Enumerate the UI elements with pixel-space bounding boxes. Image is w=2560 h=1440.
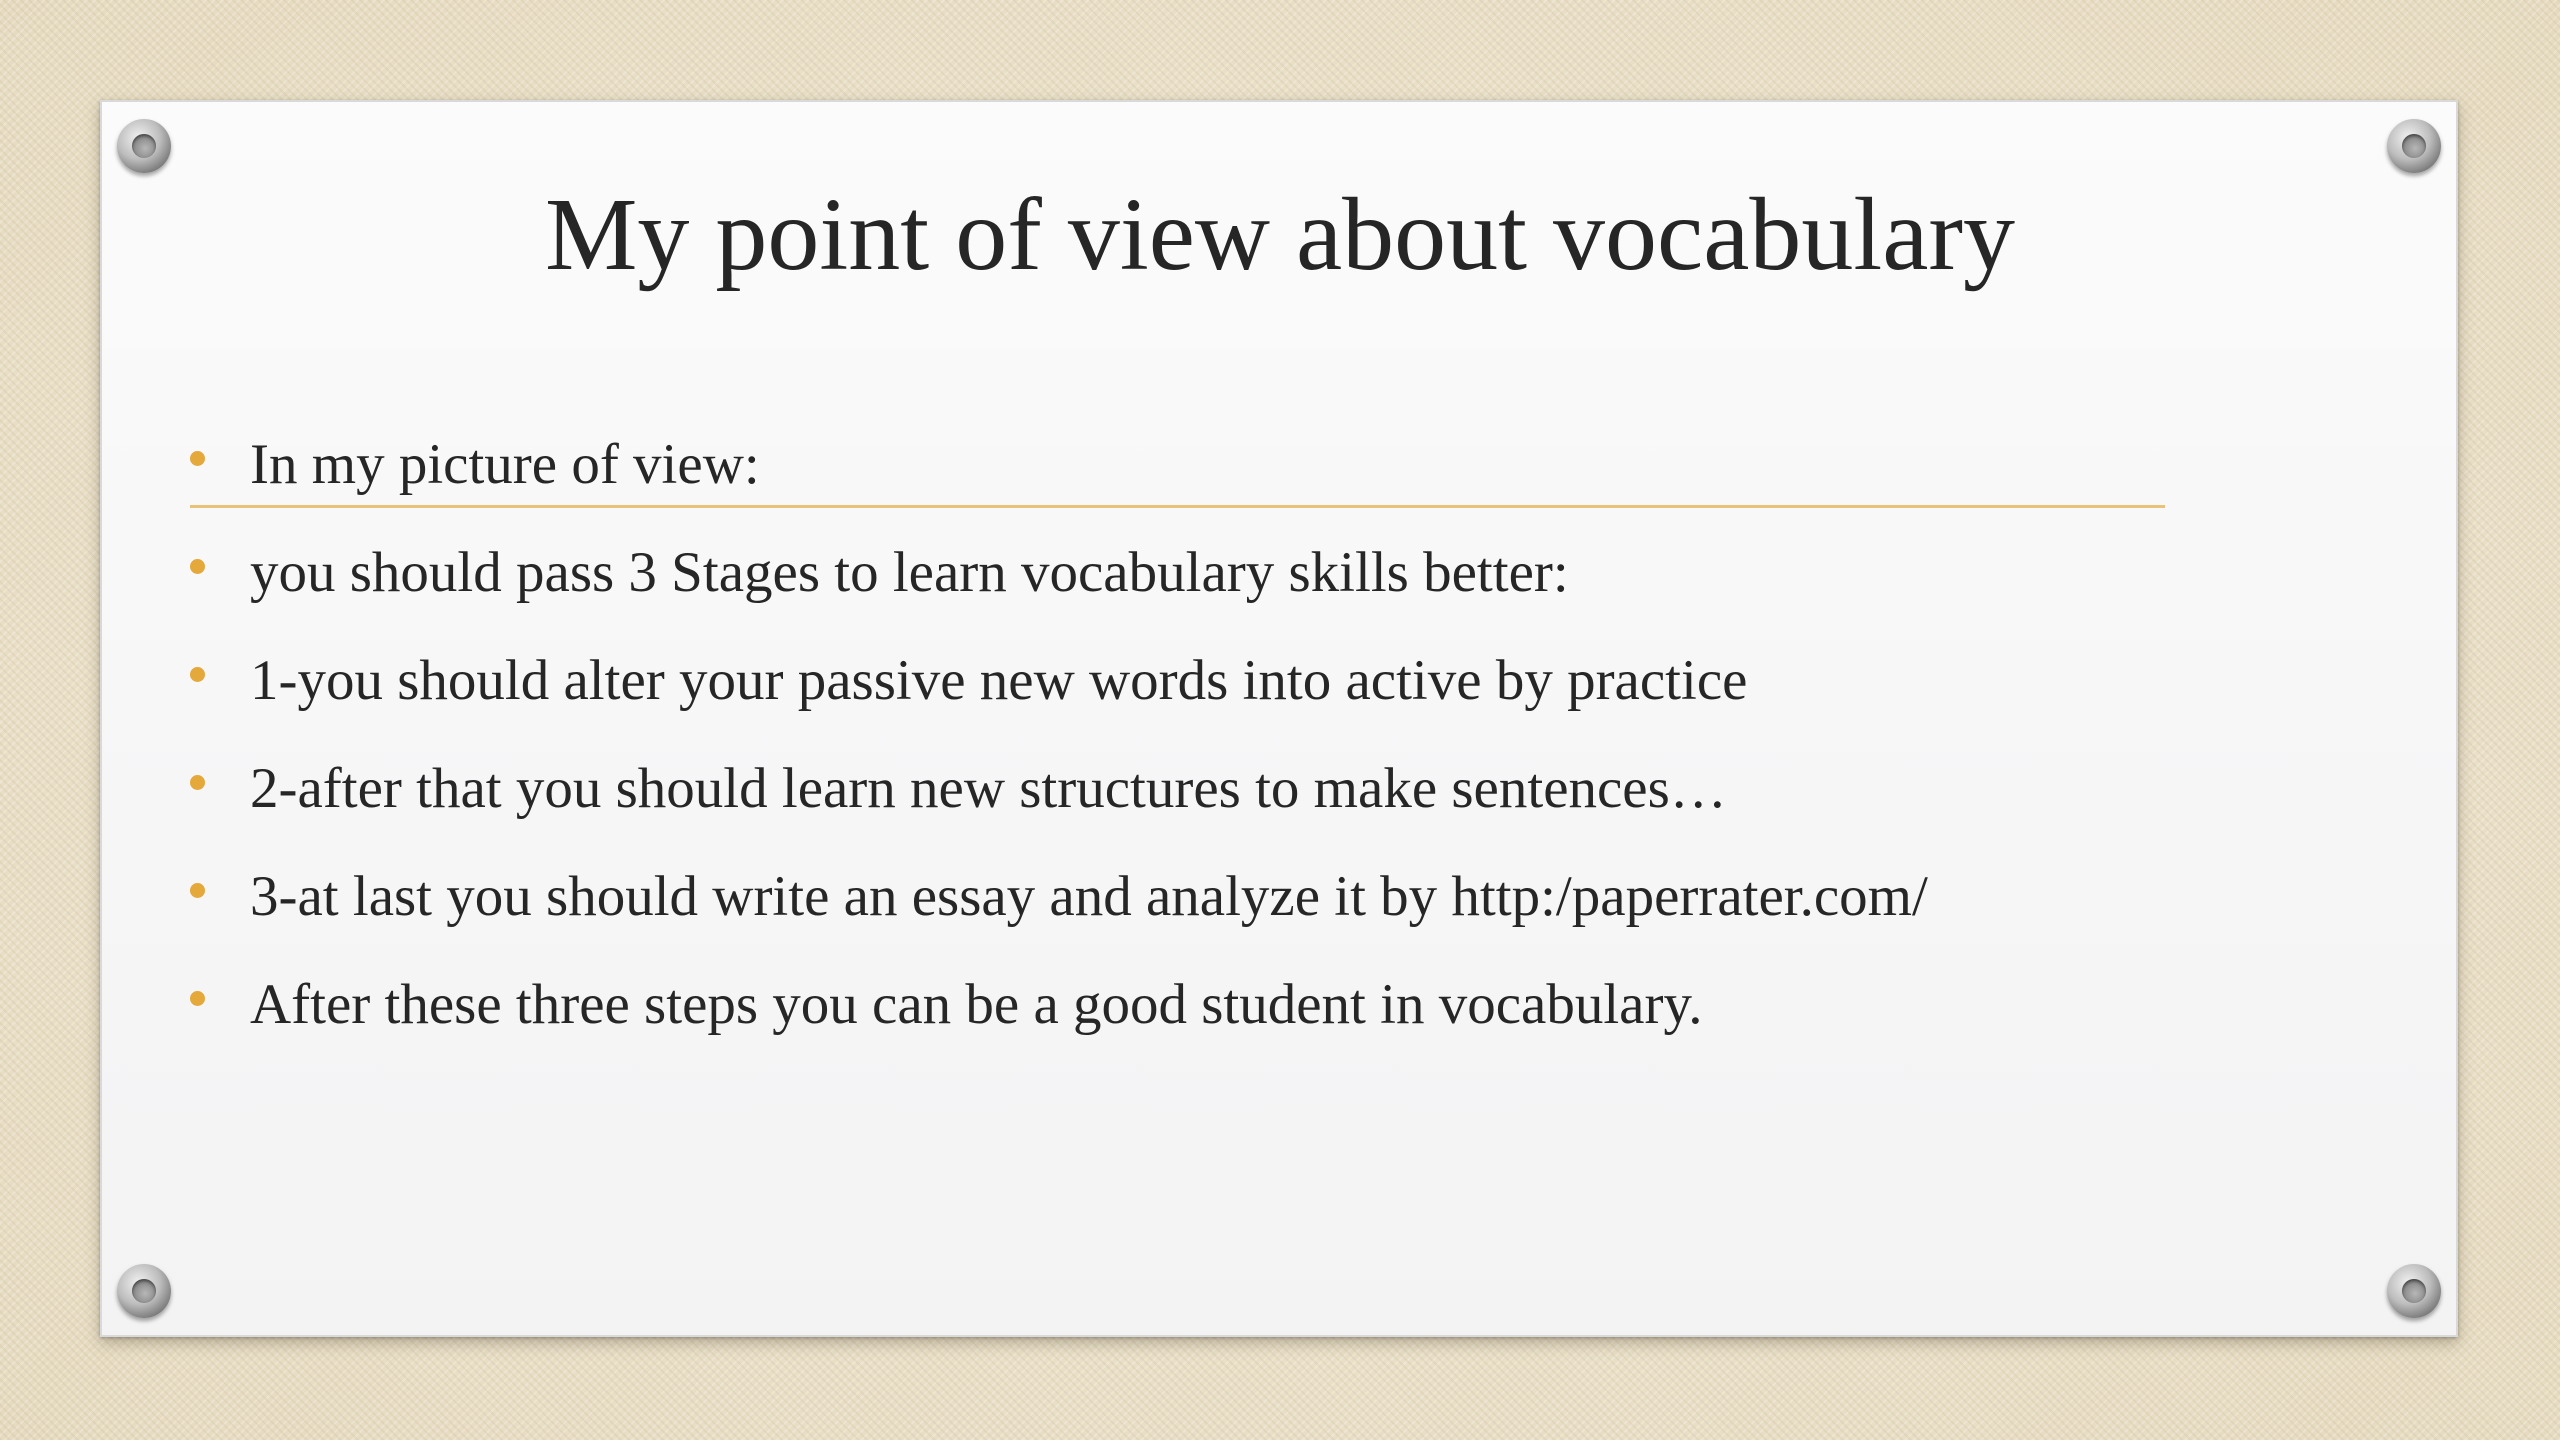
grommet-top-right-icon <box>2387 119 2441 173</box>
bullet-text: you should pass 3 Stages to learn vocabulary skills better: <box>250 541 1569 604</box>
bullet-item <box>190 965 2170 1073</box>
bullet-dot-icon <box>190 775 205 790</box>
bullet-text: After these three steps you can be a good student in vocabulary. <box>250 973 1703 1036</box>
bullet-item <box>190 533 2170 641</box>
bullet-item <box>190 749 2170 857</box>
bullet-dot-icon <box>190 883 205 898</box>
bullet-item <box>190 857 2170 965</box>
bullet-text: 1-you should alter your passive new words into active by practice <box>250 649 1748 712</box>
bullet-item <box>190 425 2170 533</box>
bullet-dot-icon <box>190 667 205 682</box>
slide-title: My point of view about vocabulary <box>544 177 2016 292</box>
bullet-dot-icon <box>190 559 205 574</box>
bullet-list <box>190 425 2170 1073</box>
grommet-bottom-left-icon <box>117 1264 171 1318</box>
bullet-text: 2-after that you should learn new structures to make sentences… <box>250 757 1727 820</box>
bullet-dot-icon <box>190 991 205 1006</box>
bullet-dot-icon <box>190 451 205 466</box>
bullet-item <box>190 641 2170 749</box>
grommet-top-left-icon <box>117 119 171 173</box>
grommet-bottom-right-icon <box>2387 1264 2441 1318</box>
bullet-text: 3-at last you should write an essay and analyze it by http:/paperrater.com/ <box>250 865 1928 928</box>
bullet-text: In my picture of view: <box>250 433 760 496</box>
